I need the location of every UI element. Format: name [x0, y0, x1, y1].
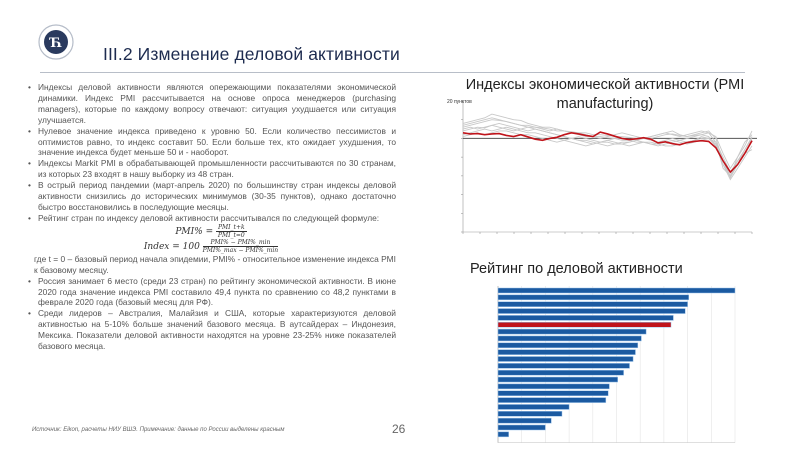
- bar-country: [498, 357, 633, 362]
- bar-country: [498, 350, 635, 355]
- bar-country: [498, 343, 638, 348]
- y-axis-unit: 20 пунктов: [447, 99, 472, 105]
- bullet: • В острый период пандемии (март-апрель 2020) по большинству стран индексы деловой активности снизились до исторических минимумов (30-35 пунктов), однако достаточно быстро восстановились в последующие месяцы.: [38, 180, 396, 213]
- bar-chart-title: Рейтинг по деловой активности: [470, 261, 683, 277]
- bar-country: [498, 404, 569, 409]
- formula-den: PMI_t=0: [217, 231, 245, 239]
- bar-country: [498, 398, 606, 403]
- bullet: • Нулевое значение индекса приведено к уровню 50. Если количество пессимистов и оптимистов равно, то индекс составит 50. Если больше тех, кто ожидает ухудшения, то значение индекса будет меньше 50 и - наоборот.: [38, 126, 396, 159]
- bar-country: [498, 295, 689, 300]
- bullet: • Рейтинг стран по индексу деловой активности рассчитывался по следующей формуле:: [38, 213, 396, 224]
- bar-country: [498, 370, 624, 375]
- bar-country: [498, 391, 608, 396]
- page-title: III.2 Изменение деловой активности: [103, 44, 400, 64]
- bullet: • Россия занимает 6 место (среди 23 стран) по рейтингу экономической активности. В июне 2020 года значение индекса PMI составило 49,4 пункта по сравнению со 48,2 пунктами в феврале 2020 года (базовый месяц для РФ).: [38, 276, 396, 309]
- bar-country: [498, 288, 735, 293]
- bullet: • Среди лидеров – Австралия, Малайзия и США, которые характеризуются деловой активностью на 5-10% больше значений базового месяца. В аутсайдерах – Индонезия, Мексика. Показатели деловой активности находятся на уровне 23-25% ниже показателей базового месяца.: [38, 308, 396, 352]
- page-number: 26: [392, 422, 406, 436]
- source-note: Источник: Eikon, расчеты НИУ ВШЭ. Примечание: данные по России выделены красным: [32, 427, 285, 433]
- pmi-line-chart: [455, 95, 760, 245]
- bar-country: [498, 329, 646, 334]
- formula-den: PMI%_max − PMI%_min: [202, 246, 279, 254]
- series-line-country: [463, 120, 752, 176]
- formula-lhs: Index = 100: [143, 241, 203, 252]
- hse-logo: [38, 24, 74, 60]
- formula-num: PMI% − PMI%_min: [203, 239, 278, 247]
- bar-country: [498, 309, 685, 314]
- formula-pmi: [26, 224, 396, 239]
- bullet: • Индексы деловой активности являются опережающими показателями экономической динамики. Индекс PMI рассчитывается на основе опроса менеджеров (purchasing managers), которые по каждому вопросу отвечают: ситуация ухудшается или ситуация улучшается.: [38, 82, 396, 126]
- series-line-country: [463, 114, 752, 176]
- bar-country: [498, 336, 641, 341]
- formula-note: где t = 0 – базовый период начала эпидемии, PMI% - относительное изменение индекса PMI к базовому месяцу.: [34, 253, 396, 275]
- title-divider: [40, 72, 745, 73]
- bar-country: [498, 302, 688, 307]
- bar-country: [498, 411, 562, 416]
- line-chart-title: Индексы экономической активности (PMI manufacturing): [465, 77, 745, 112]
- bar-country: [498, 384, 609, 389]
- svg-text:Ћ: Ћ: [49, 36, 63, 51]
- formula-index: [26, 239, 396, 254]
- bar-country: [498, 425, 545, 430]
- bar-country: [498, 315, 673, 320]
- bar-russia: [498, 322, 671, 327]
- bullet: • Индексы Markit PMI в обрабатывающей промышленности рассчитываются по 30 странам, из которых 23 входят в нашу выборку из 48 стран.: [38, 158, 396, 180]
- formula-num: PMI_t+k: [218, 223, 245, 231]
- rating-bar-chart: [490, 280, 750, 445]
- body-text: [26, 82, 396, 352]
- bar-country: [498, 377, 618, 382]
- series-line-country: [463, 123, 752, 179]
- formula-lhs: PMI% =: [175, 226, 216, 237]
- bar-country: [498, 418, 551, 423]
- bar-country: [498, 432, 509, 437]
- bar-country: [498, 363, 630, 368]
